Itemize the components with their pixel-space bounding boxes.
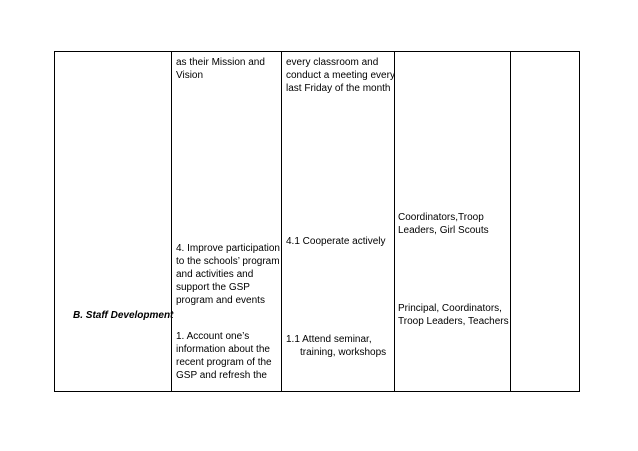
- objective-4-line: to the schools’ program: [176, 256, 280, 267]
- table-left-border: [54, 51, 55, 392]
- persons-block-2-line: Troop Leaders, Teachers: [398, 316, 509, 327]
- col-divider-1: [171, 51, 172, 392]
- objective-4-line: program and events: [176, 295, 265, 306]
- persons-block-1-line: Coordinators,Troop: [398, 212, 484, 223]
- strategy-1-1-line: 1.1 Attend seminar,: [286, 334, 372, 345]
- plan-table: [54, 51, 580, 392]
- objective-1-line: information about the: [176, 344, 270, 355]
- strategy-1-1-line: training, workshops: [300, 347, 387, 358]
- strategy-4-1: 4.1 Cooperate actively: [286, 236, 386, 247]
- section-heading-staff-development: B. Staff Development: [73, 310, 174, 321]
- col-divider-4: [510, 51, 511, 392]
- table-top-border: [54, 51, 580, 52]
- strategy-continued-line: conduct a meeting every: [286, 70, 395, 81]
- col-divider-3: [394, 51, 395, 392]
- objective-continued-line: as their Mission and: [176, 57, 265, 68]
- objective-1-line: recent program of the: [176, 357, 272, 368]
- table-bottom-border: [54, 391, 580, 392]
- objective-4-line: support the GSP: [176, 282, 250, 293]
- persons-block-1-line: Leaders, Girl Scouts: [398, 225, 489, 236]
- strategy-continued-line: every classroom and: [286, 57, 379, 68]
- objective-1-line: 1. Account one’s: [176, 331, 250, 342]
- objective-1-line: GSP and refresh the: [176, 370, 267, 381]
- persons-block-2-line: Principal, Coordinators,: [398, 303, 502, 314]
- table-right-border: [579, 51, 580, 392]
- strategy-continued-line: last Friday of the month: [286, 83, 391, 94]
- objective-continued-line: Vision: [176, 70, 204, 81]
- objective-4-line: 4. Improve participation: [176, 243, 280, 254]
- objective-4-line: and activities and: [176, 269, 254, 280]
- col-divider-2: [281, 51, 282, 392]
